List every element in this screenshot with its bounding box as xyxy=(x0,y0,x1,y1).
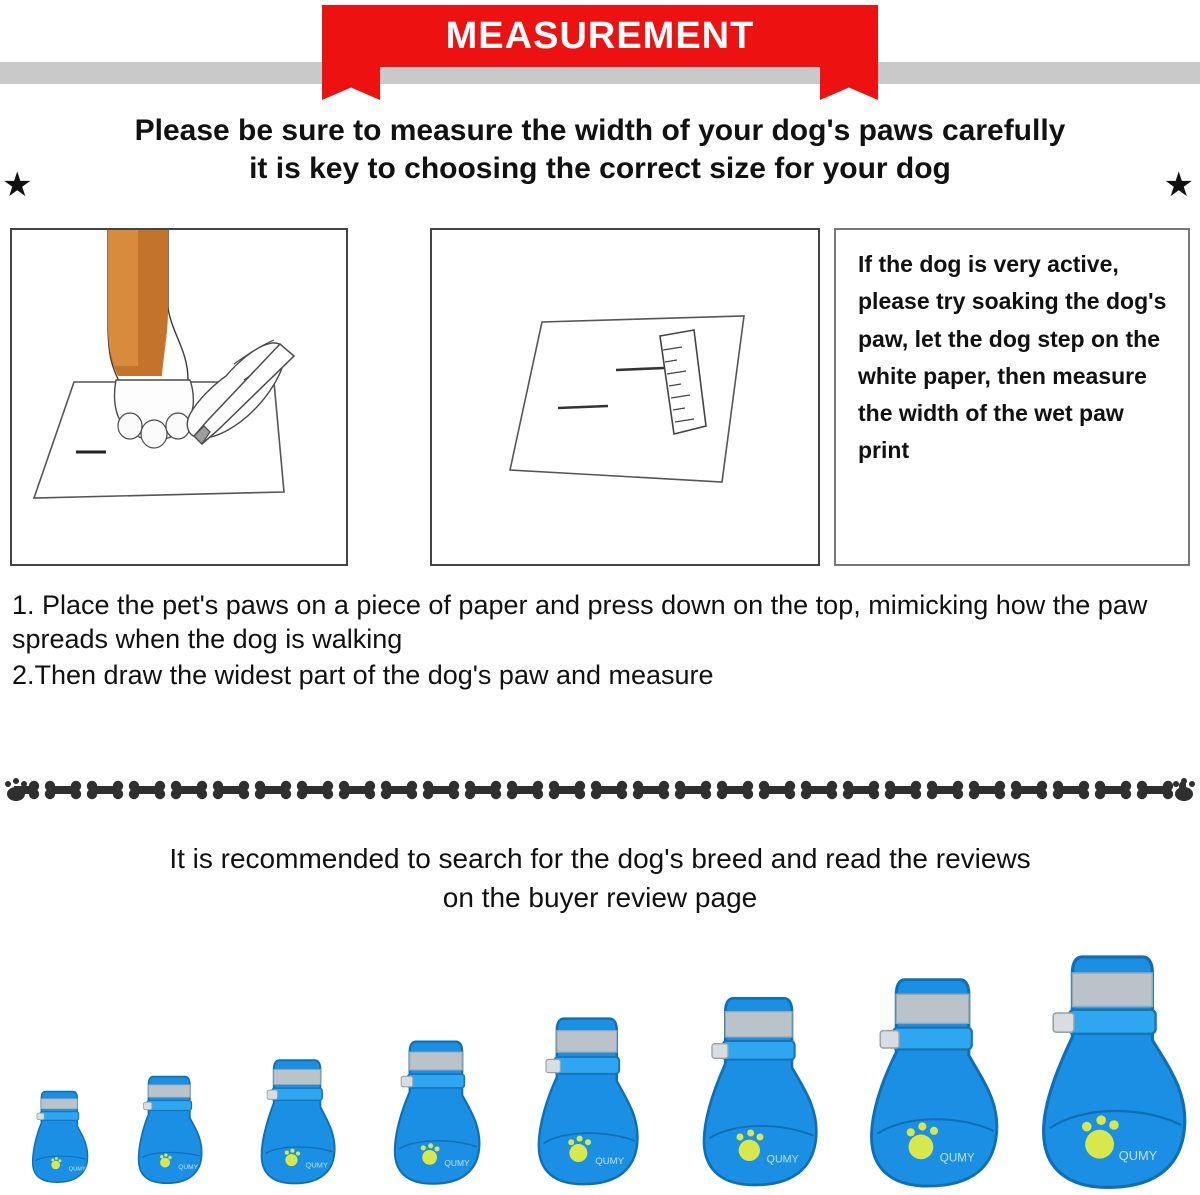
headline xyxy=(0,112,1200,189)
boot-size-8 xyxy=(1032,949,1196,1189)
ribbon-tail-right xyxy=(820,67,878,100)
boot-brand-label: QUMY xyxy=(595,1155,624,1167)
boot-size-3 xyxy=(250,1049,346,1189)
boot-illustration xyxy=(526,1009,650,1189)
step-1: 1. Place the pet's paws on a piece of paper and press down on the top, mimicking how the paw spreads when the dog is walking xyxy=(12,590,1148,655)
star-icon-right: ★ xyxy=(1163,166,1194,204)
steps-list xyxy=(12,588,1192,694)
boot-illustration xyxy=(250,1049,346,1189)
banner-title: MEASUREMENT xyxy=(445,14,755,57)
boot-illustration xyxy=(382,1031,492,1189)
headline-line-1: Please be sure to measure the width of your dog's paws carefully xyxy=(134,114,1066,147)
paw-tracing-drawing xyxy=(12,230,346,564)
boot-brand-label: QUMY xyxy=(1118,1148,1158,1164)
boot-size-7 xyxy=(858,971,1010,1189)
illustration-paw-tracing xyxy=(10,228,348,566)
boot-illustration xyxy=(128,1065,212,1189)
ribbon xyxy=(322,5,878,67)
boot-brand-label: QUMY xyxy=(178,1164,199,1172)
boot-brand-label: QUMY xyxy=(68,1166,86,1173)
note-box xyxy=(834,228,1190,566)
recommendation-text xyxy=(0,840,1200,917)
headline-line-2: it is key to choosing the correct size for your dog xyxy=(249,152,951,186)
boot-illustration xyxy=(858,971,1010,1189)
boot-brand-label: QUMY xyxy=(766,1153,799,1166)
illustration-ruler-measure xyxy=(430,228,820,566)
boot-size-4 xyxy=(382,1031,492,1189)
bone-divider xyxy=(0,772,1200,808)
note-text: If the dog is very active, please try soaking the dog's paw, let the dog step on the white paper, then measure the width of the wet paw print xyxy=(858,251,1167,464)
boot-brand-label: QUMY xyxy=(444,1157,470,1168)
boot-illustration xyxy=(24,1079,96,1189)
ribbon-tail-left xyxy=(322,67,380,100)
illustration-row xyxy=(10,228,1190,568)
boot-size-2 xyxy=(128,1065,212,1189)
boot-illustration xyxy=(690,989,830,1189)
boot-size-row xyxy=(0,937,1200,1195)
boot-brand-label: QUMY xyxy=(939,1151,975,1165)
boot-brand-label: QUMY xyxy=(305,1160,328,1170)
banner xyxy=(0,0,1200,100)
boot-size-5 xyxy=(526,1009,650,1189)
recommendation-line-2: on the buyer review page xyxy=(442,881,758,913)
boot-size-6 xyxy=(690,989,830,1189)
recommendation-line-1: It is recommended to search for the dog's breed and read the reviews xyxy=(169,843,1031,874)
ruler-drawing xyxy=(432,230,818,564)
step-2: 2.Then draw the widest part of the dog's paw and measure xyxy=(12,660,714,691)
star-icon-left: ★ xyxy=(2,166,33,204)
boot-size-1 xyxy=(24,1079,96,1189)
boot-illustration xyxy=(1032,949,1196,1189)
